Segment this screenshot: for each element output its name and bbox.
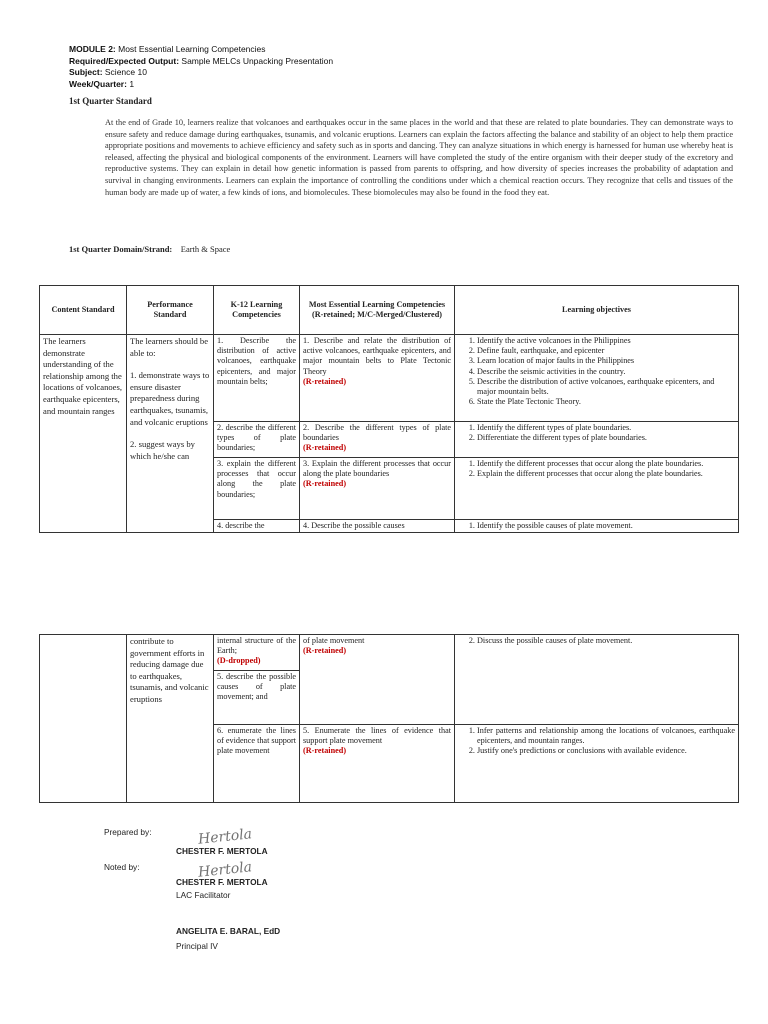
standard-paragraph: At the end of Grade 10, learners realize that volcanoes and earthquakes occur in the same places in the world and that these are related to plate boundaries. They can demonstrate ways to ensure safety and reduce damage during earthquakes, tsunamis, and volcanic eruptions. Learners can explain the factors affecting the balance and stability of an object to help them practice appropriate positions and movements to achieve efficiency and safety such as in sports and dancing. They can analyze situations in which energy is harnessed for human use whereby heat is released, affecting the physical and biological components of the environment. Learners will have completed the study of the entire organism with their deeper study of the excretory and reproductive systems. They can explain in detail how genetic information is passed from parents to offspring, and how diversity of species increases the probability of adaptation and survival in changing environments. Learners can explain the importance of controlling the conditions under which a chemical reaction occurs. They recognize that cells and tissues of the human body are made up of water, a few kinds of ions, and biomolecules. These biomolecules may also be found in the food they eat. <box>105 118 733 197</box>
melc-cell: 3. Explain the different processes that occur along the plate boundaries (R-retained) <box>300 458 455 520</box>
k12-cell: 1. Describe the distribution of active volcanoes, earthquake epicenters, and major mountain belts; <box>214 335 300 422</box>
objective-item: 2. Discuss the possible causes of plate movement. <box>477 636 735 646</box>
noted-by-label: Noted by: <box>104 862 140 872</box>
melc-cell: 1. Describe and relate the distribution of active volcanoes, earthquake epicenters, and major mountain belts to Plate Tectonic Theory (R-retained) <box>300 335 455 422</box>
domain-line: 1st Quarter Domain/Strand: Earth & Space <box>69 244 231 254</box>
objective-item: 3. Learn location of major faults in the Philippines <box>477 356 735 366</box>
module-line: MODULE 2: Most Essential Learning Competencies <box>69 44 266 54</box>
melc-table <box>39 285 739 533</box>
signer-2-role: LAC Facilitator <box>176 890 231 900</box>
signer-3-role: Principal IV <box>176 941 218 951</box>
melc-cell: 5. Enumerate the lines of evidence that support plate movement (R-retained) <box>300 725 455 803</box>
objective-item: 1. Identify the active volcanoes in the Philippines <box>477 336 735 346</box>
melc-cell: of plate movement (R-retained) <box>300 635 455 725</box>
table-header-row <box>40 286 739 335</box>
k12-cell: 3. explain the different processes that occur along the plate boundaries; <box>214 458 300 520</box>
header-k12: K-12 Learning Competencies <box>214 286 300 335</box>
objectives-cell <box>455 725 739 803</box>
signer-3-name: ANGELITA E. BARAL, EdD <box>176 926 281 936</box>
signature-1: Hertola <box>197 826 253 848</box>
k12-cell: 6. enumerate the lines of evidence that support plate movement <box>214 725 300 803</box>
objective-item: 2. Define fault, earthquake, and epicenter <box>477 346 735 356</box>
header-melc: Most Essential Learning Competencies (R-retained; M/C-Merged/Clustered) <box>300 286 455 335</box>
k12-cell: 4. describe the <box>214 520 300 533</box>
melc-cell: 4. Describe the possible causes <box>300 520 455 533</box>
objective-item: 2. Differentiate the different types of plate boundaries. <box>477 433 735 443</box>
objective-item: 1. Identify the possible causes of plate movement. <box>477 521 735 531</box>
prepared-by-label: Prepared by: <box>104 827 152 837</box>
signer-2-name: CHESTER F. MERTOLA <box>176 877 268 887</box>
objectives-cell <box>455 422 739 458</box>
content-standard-cell <box>40 635 127 803</box>
performance-standard-cell: contribute to government efforts in reducing damage due to earthquakes, tsunamis, and volcanic eruptions <box>127 635 214 803</box>
melc-cell: 2. Describe the different types of plate boundaries (R-retained) <box>300 422 455 458</box>
objectives-cell <box>455 520 739 533</box>
objective-item: 1. Identify the different processes that occur along the plate boundaries. <box>477 459 735 469</box>
objective-item: 5. Describe the distribution of active volcanoes, earthquake epicenters, and major mountain belts. <box>477 377 735 397</box>
k12-cell: internal structure of the Earth; (D-dropped) 5. describe the possible causes of plate movement; and <box>214 635 300 725</box>
objective-item: 1. Infer patterns and relationship among the locations of volcanoes, earthquake epicenters, and mountain ranges. <box>477 726 735 746</box>
subject-line: Subject: Science 10 <box>69 67 147 77</box>
week-line: Week/Quarter: 1 <box>69 78 135 89</box>
standard-title: 1st Quarter Standard <box>69 96 152 106</box>
output-line: Required/Expected Output: Sample MELCs Unpacking Presentation <box>69 55 334 66</box>
header-content-standard: Content Standard <box>40 286 127 335</box>
table-row <box>40 335 739 422</box>
melc-table-continued <box>39 634 739 803</box>
objectives-cell <box>455 458 739 520</box>
objective-item: 2. Justify one's predictions or conclusions with available evidence. <box>477 746 735 756</box>
content-standard-cell: The learners demonstrate understanding of the relationship among the locations of volcanoes, earthquake epicenters, and mountain ranges <box>40 335 127 533</box>
objective-item: 1. Identify the different types of plate boundaries. <box>477 423 735 433</box>
k12-cell: 2. describe the different types of plate boundaries; <box>214 422 300 458</box>
table-row <box>40 635 739 725</box>
objective-item: 6. State the Plate Tectonic Theory. <box>477 397 735 407</box>
objectives-cell <box>455 335 739 422</box>
performance-standard-cell: The learners should be able to: 1. demonstrate ways to ensure disaster preparedness during earthquakes, tsunamis, and volcanic eruptions 2. suggest ways by which he/she can <box>127 335 214 533</box>
objective-item: 4. Describe the seismic activities in the country. <box>477 367 735 377</box>
header-performance-standard: Performance Standard <box>127 286 214 335</box>
document-header <box>69 44 669 90</box>
signer-1-name: CHESTER F. MERTOLA <box>176 846 268 856</box>
header-objectives: Learning objectives <box>455 286 739 335</box>
objectives-cell <box>455 635 739 725</box>
signature-2: Hertola <box>197 859 253 881</box>
objective-item: 2. Explain the different processes that occur along the plate boundaries. <box>477 469 735 479</box>
